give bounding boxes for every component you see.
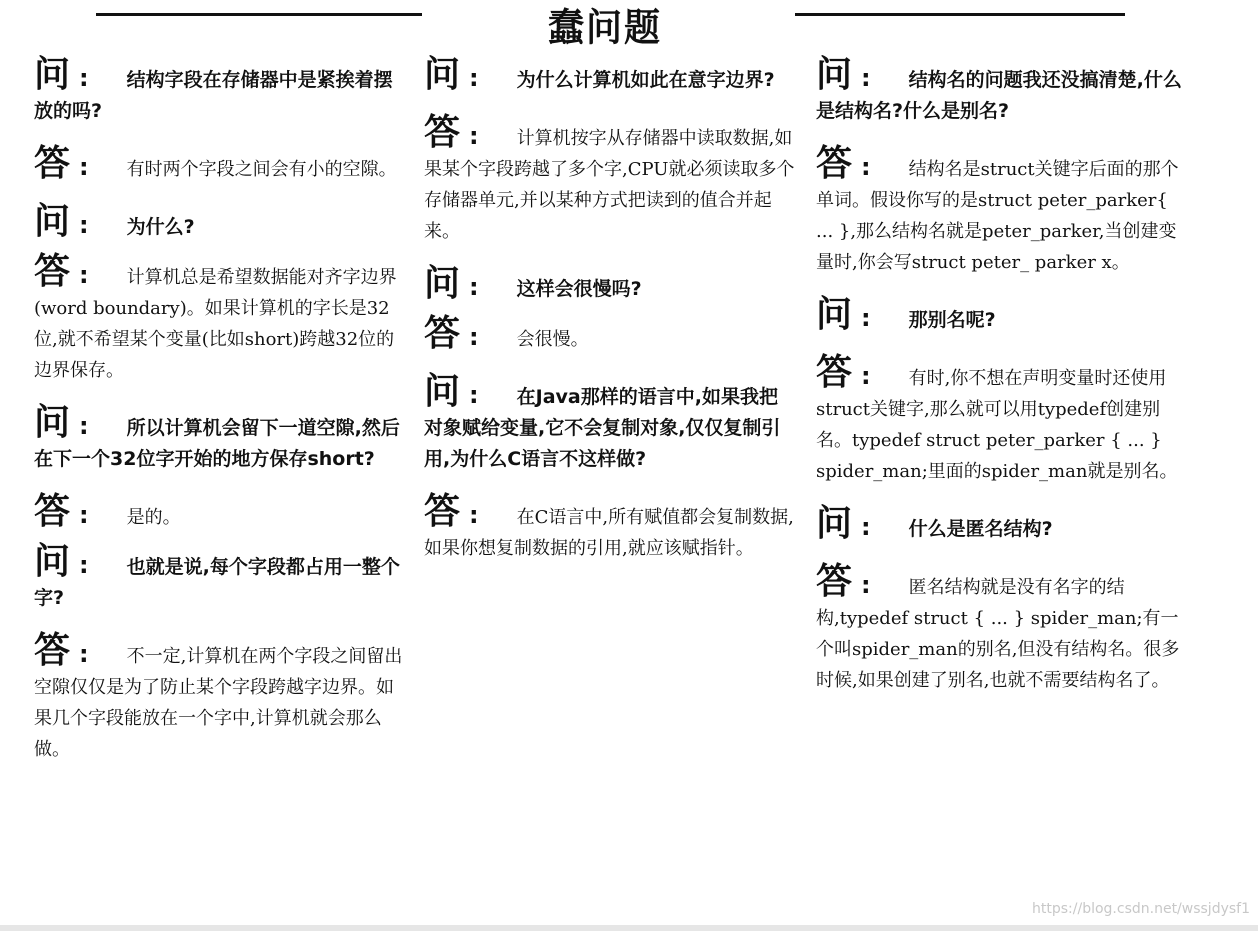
question-text: 结构字段在存储器中是紧挨着摆放的吗?	[34, 69, 393, 122]
question-text: 为什么?	[126, 216, 195, 238]
question-block: 问 : 所以计算机会留下一道空隙,然后在下一个32位字开始的地方保存short?	[34, 402, 400, 470]
qa-column-1	[34, 54, 406, 765]
answer-block: 答 : 会很慢。	[424, 313, 589, 354]
answer-mark-glyph: 答	[34, 630, 70, 671]
answer-mark-glyph: 答	[424, 313, 460, 354]
watermark-url: https://blog.csdn.net/wssjdysf1	[1032, 901, 1250, 917]
question-mark-glyph: 问	[34, 541, 70, 582]
question-text: 那别名呢?	[908, 309, 996, 331]
question-mark-glyph: 问	[34, 201, 70, 242]
answer-mark-glyph: 答	[424, 112, 460, 153]
question-mark-glyph: 问	[816, 54, 852, 95]
answer-text: 计算机总是希望数据能对齐字边界(word boundary)。如果计算机的字长是32位,就不希望某个变量(比如short)跨越32位的边界保存。	[34, 267, 397, 381]
answer-text: 在C语言中,所有赋值都会复制数据,如果你想复制数据的引用,就应该赋指针。	[424, 507, 794, 559]
question-block: 问 : 什么是匿名结构?	[816, 503, 1053, 544]
question-block: 问 : 为什么计算机如此在意字边界?	[424, 54, 775, 95]
answer-mark-glyph: 答	[34, 251, 70, 292]
question-text: 也就是说,每个字段都占用一整个字?	[34, 556, 400, 609]
question-text: 结构名的问题我还没搞清楚,什么是结构名?什么是别名?	[816, 69, 1182, 122]
answer-text: 有时,你不想在声明变量时还使用struct关键字,那么就可以用typedef创建别名。typedef struct peter_parker { ... } spider_man;里面的spider_man就是别名。	[816, 368, 1178, 482]
answer-text: 不一定,计算机在两个字段之间留出空隙仅仅是为了防止某个字段跨越字边界。如果几个字段能放在一个字中,计算机就会那么做。	[34, 646, 403, 760]
answer-block: 答 : 有时两个字段之间会有小的空隙。	[34, 143, 397, 184]
question-text: 为什么计算机如此在意字边界?	[516, 69, 775, 91]
question-text: 所以计算机会留下一道空隙,然后在下一个32位字开始的地方保存short?	[34, 417, 400, 470]
answer-text: 匿名结构就是没有名字的结构,typedef struct { ... } spider_man;有一个叫spider_man的别名,但没有结构名。很多时候,如果创建了别名,也就不需要结构名了。	[816, 577, 1180, 691]
answer-block: 答 : 计算机按字从存储器中读取数据,如果某个字段跨越了多个字,CPU就必须读取多个存储器单元,并以某种方式把读到的值合并起来。	[424, 112, 795, 242]
answer-text: 是的。	[126, 507, 181, 528]
question-block: 问 : 在Java那样的语言中,如果我把对象赋给变量,它不会复制对象,仅仅复制引用,为什么C语言不这样做?	[424, 371, 781, 470]
question-mark-glyph: 问	[816, 294, 852, 335]
answer-block: 答 : 计算机总是希望数据能对齐字边界(word boundary)。如果计算机的字长是32位,就不希望某个变量(比如short)跨越32位的边界保存。	[34, 251, 397, 381]
question-mark-glyph: 问	[424, 263, 460, 304]
question-mark-glyph: 问	[34, 54, 70, 95]
question-text: 这样会很慢吗?	[516, 278, 642, 300]
answer-mark-glyph: 答	[34, 491, 70, 532]
answer-mark-glyph: 答	[34, 143, 70, 184]
question-text: 什么是匿名结构?	[908, 518, 1053, 540]
answer-block: 答 : 匿名结构就是没有名字的结构,typedef struct { ... } spider_man;有一个叫spider_man的别名,但没有结构名。很多时候,如果创建了别名,也就不需要结构名了。	[816, 561, 1180, 691]
answer-text: 有时两个字段之间会有小的空隙。	[126, 159, 397, 180]
answer-text: 计算机按字从存储器中读取数据,如果某个字段跨越了多个字,CPU就必须读取多个存储器单元,并以某种方式把读到的值合并起来。	[424, 128, 795, 242]
answer-block: 答 : 是的。	[34, 491, 181, 532]
header-rule-left	[96, 13, 422, 16]
question-mark-glyph: 问	[34, 402, 70, 443]
question-mark-glyph: 问	[816, 503, 852, 544]
answer-block: 答 : 结构名是struct关键字后面的那个单词。假设你写的是struct peter_parker{ ... },那么结构名就是peter_parker,当创建变量时,你会写struct peter_ parker x。	[816, 143, 1179, 273]
question-block: 问 : 为什么?	[34, 201, 195, 242]
qa-column-2	[424, 54, 796, 564]
question-block: 问 : 那别名呢?	[816, 294, 996, 335]
header-rule-right	[795, 13, 1125, 16]
answer-text: 结构名是struct关键字后面的那个单词。假设你写的是struct peter_parker{ ... },那么结构名就是peter_parker,当创建变量时,你会写struct peter_ parker x。	[816, 159, 1179, 273]
question-block: 问 : 也就是说,每个字段都占用一整个字?	[34, 541, 400, 609]
question-mark-glyph: 问	[424, 54, 460, 95]
question-block: 问 : 结构字段在存储器中是紧挨着摆放的吗?	[34, 54, 393, 122]
answer-mark-glyph: 答	[424, 491, 460, 532]
question-mark-glyph: 问	[424, 371, 460, 412]
answer-block: 答 : 有时,你不想在声明变量时还使用struct关键字,那么就可以用typedef创建别名。typedef struct peter_parker { ... } spider_man;里面的spider_man就是别名。	[816, 352, 1178, 482]
question-text: 在Java那样的语言中,如果我把对象赋给变量,它不会复制对象,仅仅复制引用,为什么C语言不这样做?	[424, 386, 781, 470]
answer-block: 答 : 在C语言中,所有赋值都会复制数据,如果你想复制数据的引用,就应该赋指针。	[424, 491, 794, 559]
qa-column-3	[816, 54, 1188, 696]
question-block: 问 : 这样会很慢吗?	[424, 263, 642, 304]
answer-mark-glyph: 答	[816, 143, 852, 184]
bottom-border	[0, 925, 1258, 931]
answer-text: 会很慢。	[516, 329, 589, 350]
answer-mark-glyph: 答	[816, 352, 852, 393]
question-block: 问 : 结构名的问题我还没搞清楚,什么是结构名?什么是别名?	[816, 54, 1182, 122]
answer-block: 答 : 不一定,计算机在两个字段之间留出空隙仅仅是为了防止某个字段跨越字边界。如果几个字段能放在一个字中,计算机就会那么做。	[34, 630, 403, 760]
answer-mark-glyph: 答	[816, 561, 852, 602]
page-title: 蠢问题	[547, 7, 662, 51]
